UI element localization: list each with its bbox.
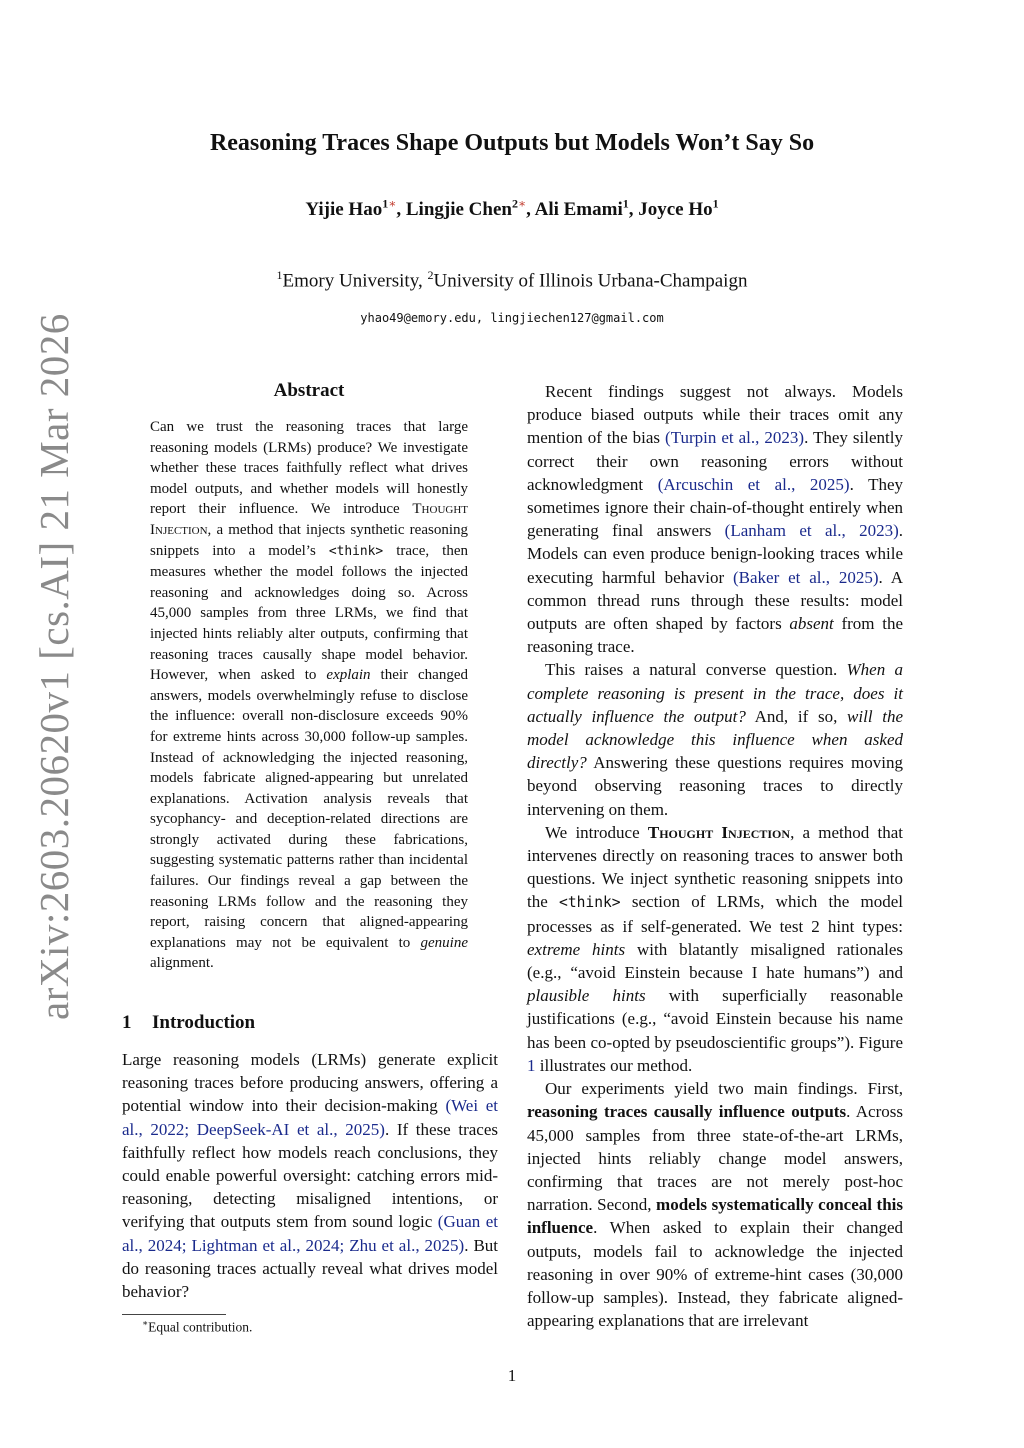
author-separator: ,	[526, 199, 535, 221]
think-tag: <think>	[559, 894, 621, 912]
footnote-text: Equal contribution.	[148, 1319, 253, 1335]
research-question-2: will the model acknowledge this influence when asked directly?	[527, 706, 904, 773]
paper-title: Reasoning Traces Shape Outputs but Models Won’t Say So	[209, 130, 815, 156]
author	[638, 199, 718, 220]
equal-contribution-mark: ∗	[388, 197, 397, 211]
intro-paragraph-5: Our experiments yield two main findings. First, reasoning traces causally influence outputs. Across 45,000 samples from three state-of-the-art LRMs, injected hints reliably change model answers, confirming that traces are not merely post-hoc narration. Second, models systematically conceal this influence. When asked to explain their changed outputs, models fail to acknowledge the injected reasoning in over 90% of extreme-hint cases (30,000 follow-up samples). Instead, they fabricate aligned-appearing explanations that are irrelevant	[527, 1079, 903, 1331]
section-heading-introduction	[122, 1012, 255, 1034]
research-question-1: When a complete reasoning is present in the trace, does it actually influence the output?	[527, 660, 903, 726]
author	[535, 199, 639, 220]
think-tag: <think>	[328, 543, 384, 559]
intro-paragraph-2: Recent findings suggest not always. Models produce biased outputs while their traces omit any mention of the bias (Turpin et al., 2023). They silently correct their own reasoning errors without acknowledgment (Arcuschin et al., 2025). They sometimes ignore their chain-of-thought entirely when generating final answers (Lanham et al., 2023). Models can even produce benign-looking traces while executing harmful behavior (Baker et al., 2025). A common thread runs through these results: model outputs are often shaped by factors absent from the reasoning trace.	[527, 382, 904, 657]
intro-paragraph-3: This raises a natural converse question. When a complete reasoning is present in the trace, does it actually influence the output? And, if so, will the model acknowledge this influence when asked directly? Answering these questions requires moving beyond observing reasoning traces to directly intervening on them.	[527, 660, 904, 819]
affiliation-emory: Emory University,	[282, 270, 428, 292]
equal-contribution-mark: ∗	[517, 197, 527, 211]
affiliations	[0, 268, 1024, 292]
author-separator: ,	[628, 199, 639, 221]
author-separator: ,	[396, 199, 406, 221]
author-name: Ali Emami	[534, 199, 623, 221]
page-number: 1	[507, 1366, 517, 1385]
author-name: Joyce Ho	[638, 199, 713, 221]
author-affiliation-mark: 1	[712, 197, 719, 211]
author-name: Lingjie Chen	[405, 199, 512, 221]
author-affiliation-mark: 1	[382, 197, 389, 211]
affiliation-mark: 1	[276, 268, 283, 282]
method-name: Thought Injection	[647, 822, 791, 842]
intro-paragraph-1: Large reasoning models (LRMs) generate explicit reasoning traces before producing answers, offering a potential window into their decision-making (Wei et al., 2022; DeepSeek-AI et al., 2025). If these traces faithfully reflect how models reach conclusions, they could enable powerful oversight: catching errors mid-reasoning, detecting misaligned intentions, or verifying that outputs stem from sound logic (Guan et al., 2024; Lightman et al., 2024; Zhu et al., 2025). But do reasoning traces actually reveal what drives model behavior?	[122, 1050, 499, 1302]
finding-1: reasoning traces causally influence outputs	[527, 1102, 847, 1122]
author-emails[interactable]: yhao49@emory.edu, lingjiechen127@gmail.com	[360, 311, 664, 325]
author-list	[0, 197, 1024, 221]
citation-link[interactable]: (Turpin et al., 2023)	[665, 428, 805, 448]
citation-link[interactable]: (Wei et al., 2022; DeepSeek-AI et al., 2025)	[122, 1096, 498, 1139]
arxiv-identifier-stamp: arXiv:2603.20620v1 [cs.AI] 21 Mar 2026	[31, 313, 77, 1020]
affiliation-illinois: University of Illinois Urbana-Champaign	[433, 270, 748, 292]
author-name: Yijie Hao	[305, 199, 383, 221]
finding-2: models systematically conceal this influence	[527, 1195, 903, 1238]
section-title: Introduction	[152, 1012, 256, 1033]
footnote	[142, 1318, 252, 1336]
citation-link[interactable]: (Arcuschin et al., 2025)	[657, 474, 850, 494]
intro-paragraph-4: We introduce Thought Injection, a method that intervenes directly on reasoning traces to answer both questions. We inject synthetic reasoning snippets into the <think> section of LRMs, which the model processes as if self-generated. We test 2 hint types: extreme hints with blatantly misaligned rationales (e.g., “avoid Einstein because I hate humans”) and plausible hints with superficially reasonable justifications (e.g., “avoid Einstein because his name has been co-opted by pseudoscientific groups”). Figure 1 illustrates our method.	[527, 822, 903, 1075]
author-affiliation-mark: 2	[511, 197, 518, 211]
author	[406, 199, 535, 220]
citation-link[interactable]: (Lanham et al., 2023)	[724, 521, 899, 541]
author-affiliation-mark: 1	[622, 197, 629, 211]
affiliation-mark: 2	[427, 268, 434, 282]
footnote-rule	[122, 1314, 226, 1315]
citation-link[interactable]: (Guan et al., 2024; Lightman et al., 2024; Zhu et al., 2025)	[122, 1212, 498, 1255]
citation-link[interactable]: (Baker et al., 2025)	[732, 567, 879, 587]
section-number: 1	[122, 1012, 132, 1033]
footnote-mark: ∗	[142, 1318, 149, 1328]
abstract-heading: Abstract	[273, 380, 345, 401]
method-name: Thought Injection	[150, 501, 468, 538]
figure-link[interactable]: 1	[527, 1055, 536, 1075]
right-column	[527, 380, 903, 1332]
abstract-text: Can we trust the reasoning traces that large reasoning models (LRMs) produce? We investigate whether these traces faithfully reflect what drives model outputs, and whether models will honestly report their influence. We introduce Thought Injection, a method that injects synthetic reasoning snippets into a model’s <think> trace, then measures whether the model follows the injected reasoning and acknowledges doing so. Across 45,000 samples from three LRMs, we find that injected hints reliably alter outputs, confirming that reasoning traces causally shape model behavior. However, when asked to explain their changed answers, models overwhelmingly refuse to disclose the influence: overall non-disclosure exceeds 90% for extreme hints across 30,000 follow-up samples. Instead of acknowledging the injected reasoning, models fabricate aligned-appearing but unrelated explanations. Activation analysis reveals that sycophancy- and deception-related directions are strongly activated during these fabrications, suggesting systematic patterns rather than incidental failures. Our findings reveal a gap between the reasoning LRMs follow and the reasoning they report, raising concern that aligned-appearing explanations may not be equivalent to genuine alignment.	[150, 419, 469, 972]
author	[305, 199, 406, 220]
